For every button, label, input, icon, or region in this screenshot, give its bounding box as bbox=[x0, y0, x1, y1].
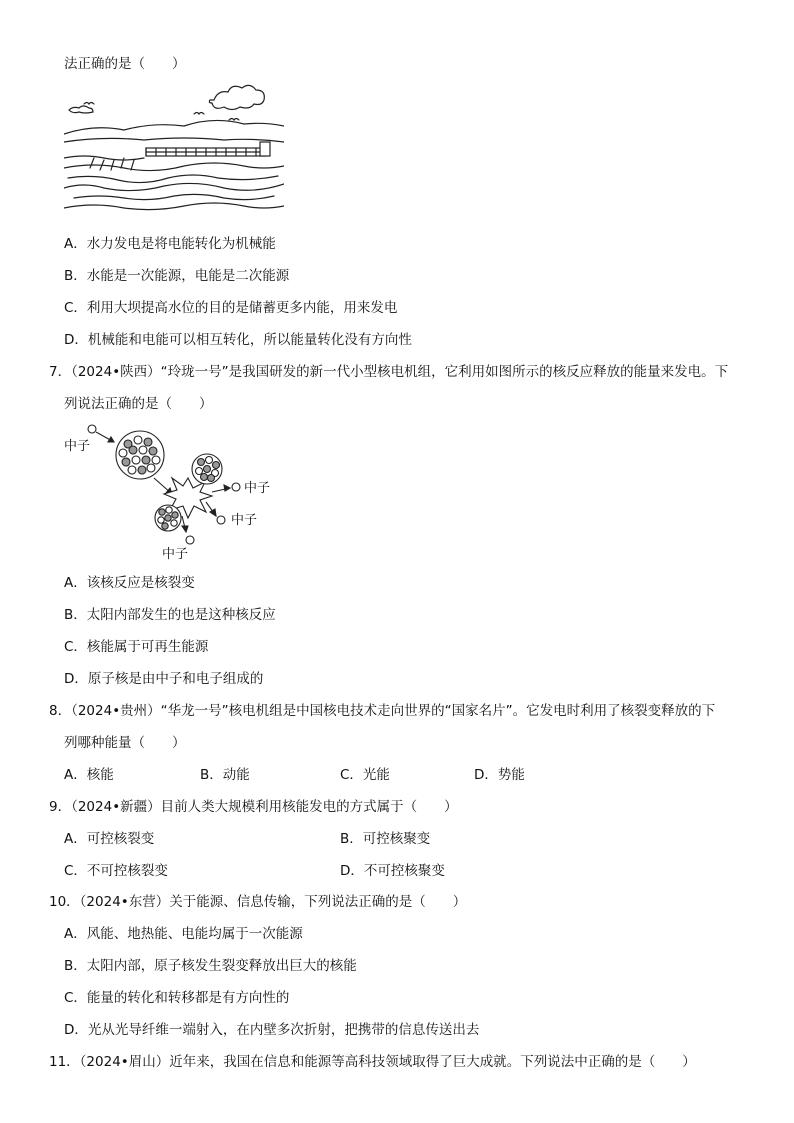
q7-option-b: B．太阳内部发生的也是这种核反应 bbox=[64, 607, 276, 623]
q6-option-b: B．水能是一次能源，电能是二次能源 bbox=[64, 268, 290, 284]
q7-stem-line-2: 列说法正确的是（ ） bbox=[64, 396, 213, 412]
q10-option-b: B．太阳内部，原子核发生裂变释放出巨大的核能 bbox=[64, 958, 357, 974]
dam-illustration bbox=[64, 82, 284, 212]
q8-option-b: B．动能 bbox=[200, 767, 250, 783]
q8-stem-line-1: 8．（2024•贵州）“华龙一号”核电机组是中国核电技术走向世界的“国家名片”。它发电时利用了核裂变释放的下 bbox=[49, 703, 716, 719]
q7-stem-line-1: 7．（2024•陕西）“玲珑一号”是我国研发的新一代小型核电机组，它利用如图所示的核反应释放的能量来发电。下 bbox=[49, 364, 729, 380]
label-neutron-bottom: 中子 bbox=[162, 547, 189, 562]
q9-option-a: A．可控核裂变 bbox=[64, 831, 155, 847]
q9-stem: 9．（2024•新疆）目前人类大规模利用核能发电的方式属于（ ） bbox=[49, 799, 458, 815]
q6-option-d: D．机械能和电能可以相互转化，所以能量转化没有方向性 bbox=[64, 332, 412, 348]
fission-diagram bbox=[62, 420, 292, 565]
q6-option-a: A．水力发电是将电能转化为机械能 bbox=[64, 236, 276, 252]
q11-stem: 11．（2024•眉山）近年来，我国在信息和能源等高科技领域取得了巨大成就。下列说法中正确的是（ ） bbox=[49, 1054, 696, 1070]
q9-option-b: B．可控核聚变 bbox=[340, 831, 431, 847]
label-neutron-in: 中子 bbox=[64, 439, 91, 454]
q9-option-d: D．不可控核聚变 bbox=[340, 863, 445, 879]
q10-option-c: C．能量的转化和转移都是有方向性的 bbox=[64, 990, 290, 1006]
q7-option-d: D．原子核是由中子和电子组成的 bbox=[64, 671, 264, 687]
q10-option-a: A．风能、地热能、电能均属于一次能源 bbox=[64, 926, 303, 942]
q10-stem: 10．（2024•东营）关于能源、信息传输，下列说法正确的是（ ） bbox=[49, 894, 467, 910]
q8-stem-line-2: 列哪种能量（ ） bbox=[64, 735, 186, 751]
q6-option-c: C．利用大坝提高水位的目的是储蓄更多内能，用来发电 bbox=[64, 300, 398, 316]
q8-option-d: D．势能 bbox=[474, 767, 525, 783]
q10-option-d: D．光从光导纤维一端射入，在内壁多次折射，把携带的信息传送出去 bbox=[64, 1022, 480, 1038]
q8-option-c: C．光能 bbox=[340, 767, 390, 783]
q7-option-a: A．该核反应是核裂变 bbox=[64, 575, 195, 591]
label-neutron-right-mid: 中子 bbox=[231, 513, 258, 528]
q6-stem-tail: 法正确的是（ ） bbox=[64, 56, 186, 72]
q8-option-a: A．核能 bbox=[64, 767, 114, 783]
q9-option-c: C．不可控核裂变 bbox=[64, 863, 168, 879]
q7-option-c: C．核能属于可再生能源 bbox=[64, 639, 209, 655]
label-neutron-right-top: 中子 bbox=[244, 481, 271, 496]
